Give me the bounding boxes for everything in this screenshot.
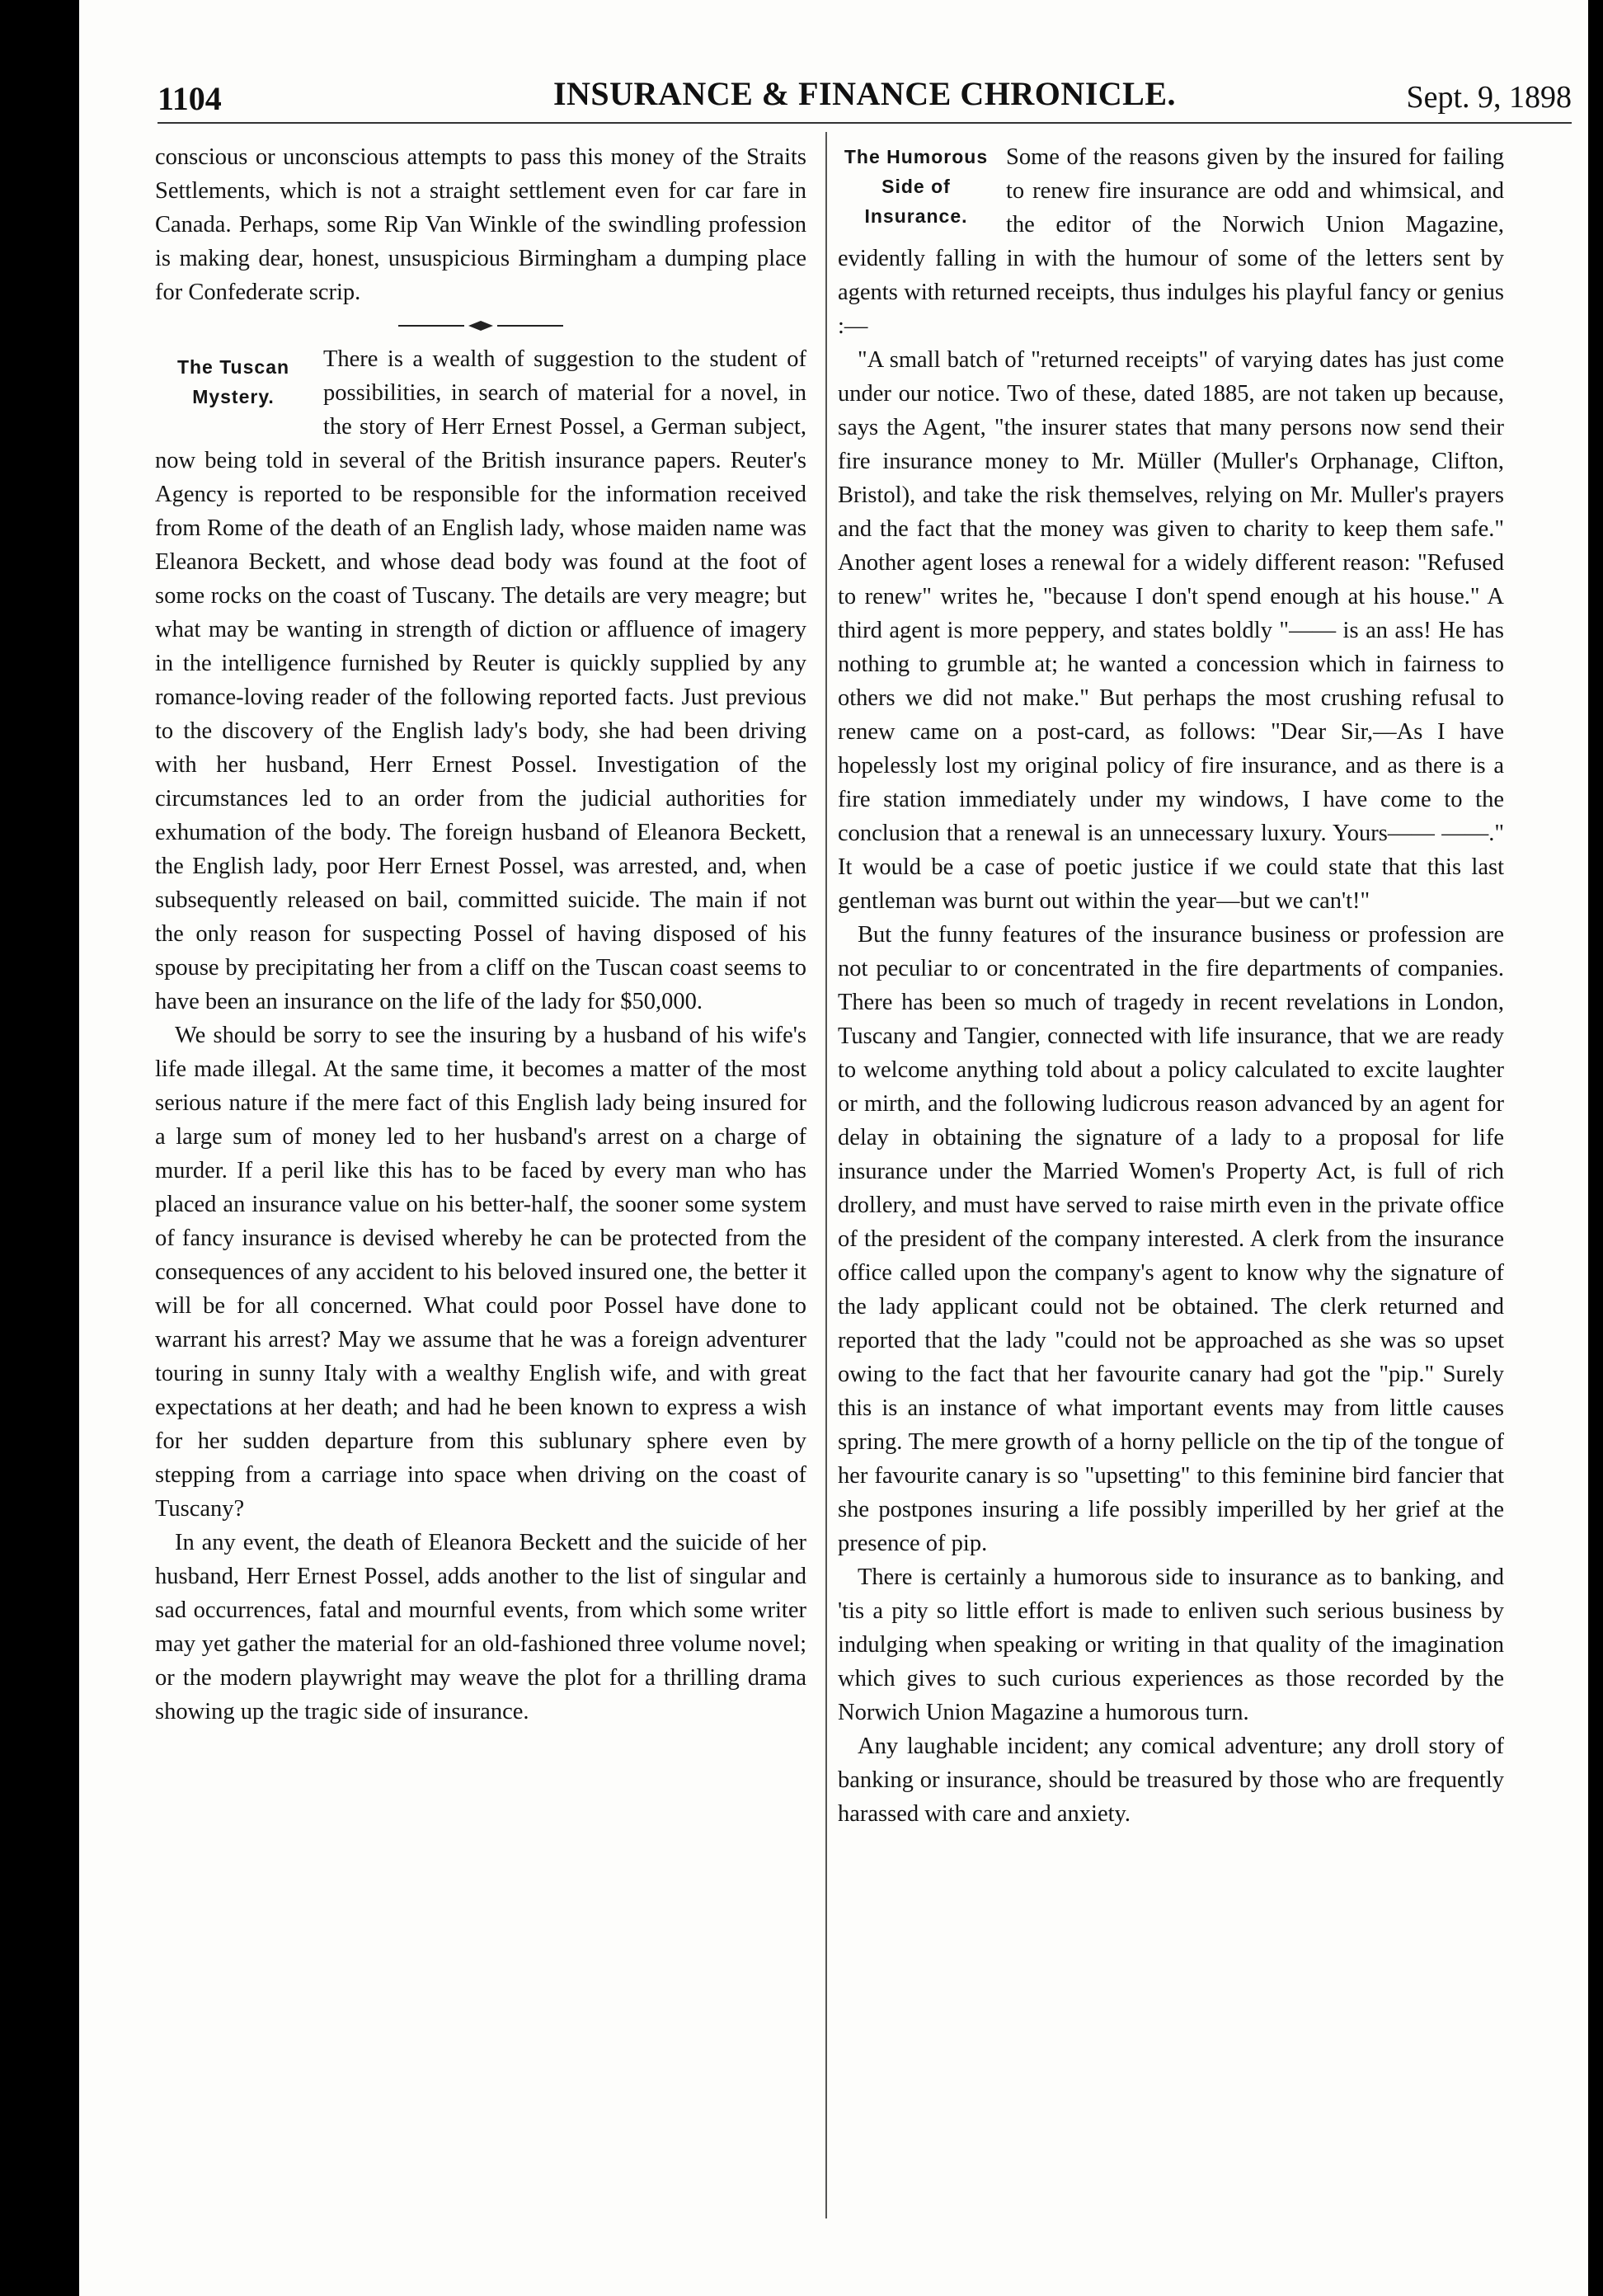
publication-title: INSURANCE & FINANCE CHRONICLE.	[552, 75, 1177, 112]
section-heading-humorous: The Humorous Side of Insurance.	[844, 146, 989, 227]
continued-paragraph: conscious or unconscious attempts to pass this money of the Straits Settlements, which is not a straight settlement even for car fare in Canada. Perhaps, some Rip Van Winkle of the swindling profession is making dear, honest, unsuspicious Birmingham a dumping place for Confederate scrip.	[155, 144, 806, 305]
left-column	[155, 140, 806, 1729]
right-column	[838, 140, 1504, 1831]
ornament-rule-icon	[398, 319, 563, 332]
newspaper-page	[79, 0, 1588, 2296]
page-header	[157, 74, 1572, 124]
issue-date: Sept. 9, 1898	[1406, 80, 1572, 115]
header-rule	[157, 122, 1572, 124]
article-paragraph: Any laughable incident; any comical adventure; any droll story of banking or insurance, should be treasured by those who are frequently harassed with care and anxiety.	[838, 1734, 1504, 1827]
article-paragraph: In any event, the death of Eleanora Beckett and the suicide of her husband, Herr Ernest Possel, adds another to the list of singular and sad occurrences, fatal and mournful events, from which some writer may yet gather the material for an old-fashioned three volume novel; or the modern playwright may weave the plot for a thrilling drama showing up the tragic side of insurance.	[155, 1530, 806, 1724]
article-paragraph: We should be sorry to see the insuring by a husband of his wife's life made illegal. At the same time, it becomes a matter of the most serious nature if the mere fact of this English lady being insured for a large sum of money led to her husband's arrest on a charge of murder. If a peril like this has to be faced by every man who has placed an insurance value on his better-half, the sooner some system of fancy insurance is devised whereby he can be protected from the consequences of any accident to his beloved insured one, the better it will be for all concerned. What could poor Possel have done to warrant his arrest? May we assume that he was a foreign adventurer touring in sunny Italy with a wealthy English wife, and with great expectations at her death; and had he been known to express a wish for her sudden departure from this sublunary sphere even by stepping from a carriage into space when driving on the coast of Tuscany?	[155, 1023, 806, 1522]
quoted-paragraph: "A small batch of "returned receipts" of varying dates has just come under our notice. Two of these, dated 1885, are not taken up because, says the Agent, "the insurer states that many persons now send their fire insurance money to Mr. Müller (Muller's Orphanage, Clifton, Bristol), and take the risk themselves, relying on Mr. Muller's prayers and the fact that the money was given to charity to keep them safe." Another agent loses a renewal for a widely different reason: "Refused to renew" writes he, "because I don't spend enough at his house." A third agent is more peppery, and states boldly "—— is an ass! He has nothing to grumble at; he wanted a concession which in fairness to others we did not make." But perhaps the most crushing refusal to renew came on a post-card, as follows: "Dear Sir,—As I have hopelessly lost my original policy of fire insurance, and as there is a fire station immediately under my windows, I have come to the conclusion that a renewal is an unnecessary luxury. Yours—— ——." It would be a case of poetic justice if we could state that this last gentleman was burnt out within the year—but we can't!"	[838, 347, 1504, 914]
section-heading-tuscan: The Tuscan Mystery.	[176, 356, 290, 407]
section-ornament	[155, 309, 806, 342]
column-divider	[825, 132, 827, 2218]
article-paragraph: There is a wealth of suggestion to the student of possibilities, in search of material for a novel, in the story of Herr Ernest Possel, a German subject, now being told in several of the British insurance papers. Reuter's Agency is reported to be responsible for the information received from Rome of the death of an English lady, whose maiden name was Eleanora Beckett, and whose dead body was found at the foot of some rocks on the coast of Tuscany. The details are very meagre; but what may be wanting in strength of diction or affluence of imagery in the intelligence furnished by Reuter is quickly supplied by any romance-loving reader of the following reported facts. Just previous to the discovery of the English lady's body, she had been driving with her husband, Herr Ernest Possel. Investigation of the circumstances led to an order from the judicial authorities for exhumation of the body. The foreign husband of Eleanora Beckett, the English lady, poor Herr Ernest Possel, was arrested, and, when subsequently released on bail, committed suicide. The main if not the only reason for suspecting Possel of having disposed of his spouse by precipitating her from a cliff on the Tuscan coast seems to have been an insurance on the life of the lady for $50,000.	[155, 346, 806, 1014]
article-paragraph: There is certainly a humorous side to insurance as to banking, and 'tis a pity so little effort is made to enliven such serious business by indulging when speaking or writing in that quality of the imagination which gives to such curious experiences as those recorded by the Norwich Union Magazine a humorous turn.	[838, 1564, 1504, 1725]
page-number: 1104	[157, 80, 222, 117]
article-paragraph: Some of the reasons given by the insured for failing to renew fire insurance are odd and whimsical, and the editor of the Norwich Union Magazine, evidently falling in with the humour of some of the letters sent by agents with returned receipts, thus indulges his playful fancy or genius :—	[838, 144, 1504, 339]
article-paragraph: But the funny features of the insurance business or profession are not peculiar to or concentrated in the fire departments of companies. There has been so much of tragedy in recent revelations in London, Tuscany and Tangier, connected with life insurance, that we are ready to welcome anything told about a policy calculated to excite laughter or mirth, and the following ludicrous reason advanced by an agent for delay in obtaining the signature of a lady to a proposal for life insurance under the Married Women's Property Act, is full of rich drollery, and must have served to raise mirth even in the private office of the president of the company interested. A clerk from the insurance office called upon the company's agent to know why the signature of the lady applicant could not be obtained. The clerk returned and reported that the lady "could not be approached as she was so upset owing to the fact that her favourite canary had got the "pip." Surely this is an instance of what important events may from little causes spring. The mere growth of a horny pellicle on the tip of the tongue of her favourite canary is so "upsetting" to this feminine bird fancier that she postpones insuring a life possibly imperilled by her grief at the presence of pip.	[838, 922, 1504, 1556]
